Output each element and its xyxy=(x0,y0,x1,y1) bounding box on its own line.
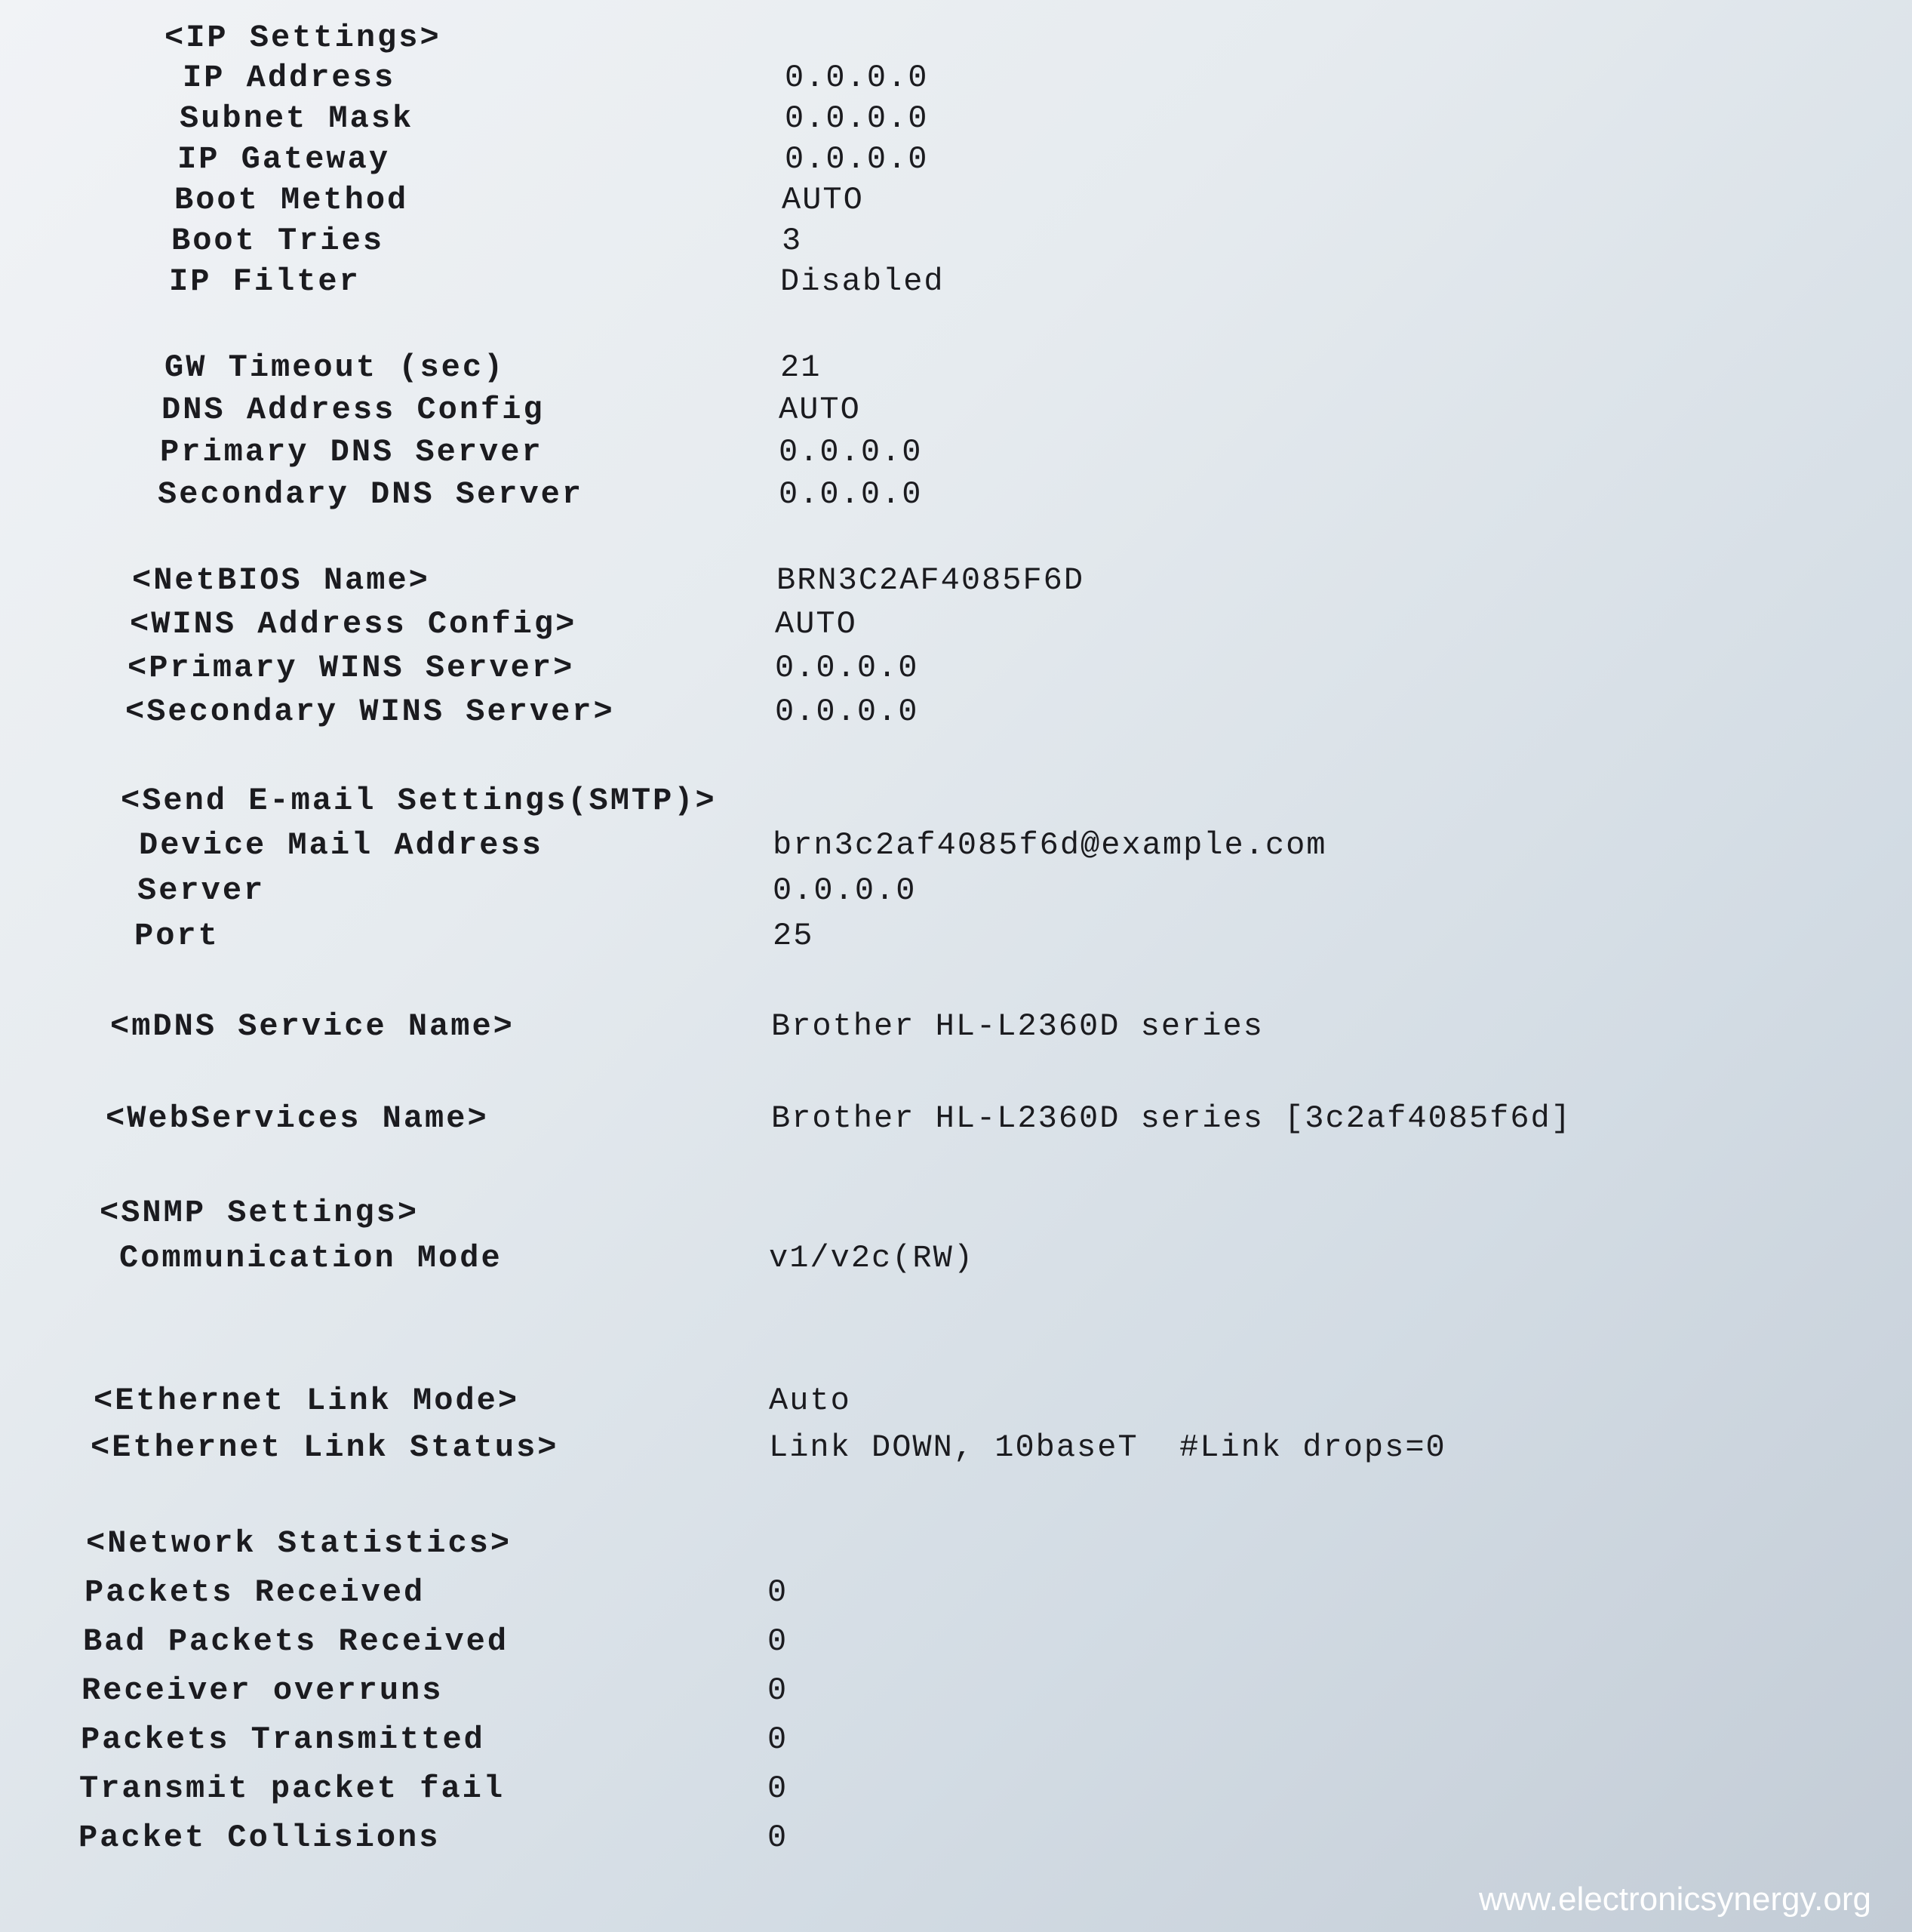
setting-row xyxy=(0,1815,1912,1860)
setting-label: <WINS Address Config> xyxy=(130,606,577,642)
network-statistics-heading-row xyxy=(0,1521,1912,1566)
section-heading: <IP Settings> xyxy=(164,20,441,56)
setting-row xyxy=(0,429,1912,475)
setting-value: 0.0.0.0 xyxy=(775,650,919,686)
setting-label: <Secondary WINS Server> xyxy=(125,694,615,730)
setting-row xyxy=(0,645,1912,691)
setting-row xyxy=(0,1668,1912,1713)
setting-value: Link DOWN, 10baseT #Link drops=0 xyxy=(769,1429,1446,1466)
setting-label: Primary DNS Server xyxy=(160,434,543,470)
setting-value: Brother HL-L2360D series [3c2af4085f6d] xyxy=(771,1100,1572,1137)
setting-row xyxy=(0,345,1912,390)
setting-label: IP Filter xyxy=(169,263,361,300)
setting-label: IP Gateway xyxy=(177,141,391,177)
setting-label: <Ethernet Link Mode> xyxy=(94,1383,520,1419)
setting-value: 3 xyxy=(782,223,803,259)
setting-row xyxy=(0,96,1912,141)
setting-row xyxy=(0,137,1912,182)
setting-value: 0 xyxy=(767,1820,788,1856)
setting-row xyxy=(0,1235,1912,1281)
setting-row xyxy=(0,55,1912,100)
section-heading: <Send E-mail Settings(SMTP)> xyxy=(121,783,717,819)
setting-value: 0 xyxy=(767,1574,788,1611)
setting-label: Communication Mode xyxy=(119,1240,503,1276)
setting-label: Packet Collisions xyxy=(78,1820,441,1856)
setting-row xyxy=(0,218,1912,263)
setting-value: 25 xyxy=(773,918,814,954)
setting-value: AUTO xyxy=(779,392,861,428)
setting-row xyxy=(0,387,1912,432)
setting-value: 0.0.0.0 xyxy=(779,434,923,470)
setting-row xyxy=(0,177,1912,223)
setting-label: Boot Tries xyxy=(171,223,385,259)
setting-row xyxy=(0,558,1912,603)
setting-row xyxy=(0,868,1912,913)
setting-row xyxy=(0,1425,1912,1470)
setting-row xyxy=(0,1096,1912,1141)
setting-row xyxy=(0,1378,1912,1423)
setting-label: Receiver overruns xyxy=(81,1672,444,1709)
setting-label: <Primary WINS Server> xyxy=(128,650,575,686)
setting-row xyxy=(0,1717,1912,1762)
setting-value: 0 xyxy=(767,1721,788,1758)
setting-value: 21 xyxy=(780,349,822,386)
setting-label: DNS Address Config xyxy=(161,392,545,428)
setting-value: 0 xyxy=(767,1770,788,1807)
setting-label: Subnet Mask xyxy=(180,100,414,137)
setting-row xyxy=(0,823,1912,868)
setting-label: <mDNS Service Name> xyxy=(110,1008,515,1044)
setting-value: Disabled xyxy=(780,263,945,300)
setting-label: Secondary DNS Server xyxy=(158,476,584,512)
setting-label: Device Mail Address xyxy=(139,827,543,863)
setting-label: <WebServices Name> xyxy=(106,1100,489,1137)
setting-value: brn3c2af4085f6d@example.com xyxy=(773,827,1327,863)
setting-value: 0 xyxy=(767,1672,788,1709)
section-heading: <SNMP Settings> xyxy=(100,1195,420,1231)
setting-label: Packets Transmitted xyxy=(81,1721,485,1758)
setting-value: BRN3C2AF4085F6D xyxy=(776,562,1085,598)
setting-label: <Ethernet Link Status> xyxy=(91,1429,559,1466)
setting-value: Brother HL-L2360D series xyxy=(771,1008,1264,1044)
setting-value: AUTO xyxy=(775,606,857,642)
setting-row xyxy=(0,1766,1912,1811)
setting-value: 0.0.0.0 xyxy=(773,872,917,909)
setting-row xyxy=(0,472,1912,517)
setting-label: GW Timeout (sec) xyxy=(164,349,506,386)
setting-label: Transmit packet fail xyxy=(79,1770,506,1807)
setting-row xyxy=(0,601,1912,647)
setting-label: IP Address xyxy=(183,60,396,96)
setting-value: 0.0.0.0 xyxy=(779,476,923,512)
setting-value: Auto xyxy=(769,1383,851,1419)
setting-label: Server xyxy=(137,872,266,909)
setting-value: AUTO xyxy=(782,182,864,218)
snmp-heading-row xyxy=(0,1190,1912,1235)
setting-value: 0.0.0.0 xyxy=(785,100,929,137)
setting-value: 0.0.0.0 xyxy=(785,60,929,96)
setting-label: Port xyxy=(134,918,220,954)
setting-row xyxy=(0,259,1912,304)
setting-row xyxy=(0,1619,1912,1664)
setting-value: 0.0.0.0 xyxy=(785,141,929,177)
setting-value: 0.0.0.0 xyxy=(775,694,919,730)
setting-row xyxy=(0,913,1912,958)
section-heading: <Network Statistics> xyxy=(86,1525,512,1561)
setting-row xyxy=(0,1570,1912,1615)
ip-settings-heading-row xyxy=(0,15,1912,60)
setting-label: Bad Packets Received xyxy=(83,1623,509,1660)
setting-value: 0 xyxy=(767,1623,788,1660)
setting-label: <NetBIOS Name> xyxy=(132,562,430,598)
setting-label: Packets Received xyxy=(85,1574,426,1611)
setting-row xyxy=(0,1004,1912,1049)
setting-value: v1/v2c(RW) xyxy=(769,1240,975,1276)
watermark-text: www.electronicsynergy.org xyxy=(1478,1881,1871,1918)
setting-row xyxy=(0,689,1912,734)
smtp-heading-row xyxy=(0,778,1912,823)
setting-label: Boot Method xyxy=(174,182,409,218)
